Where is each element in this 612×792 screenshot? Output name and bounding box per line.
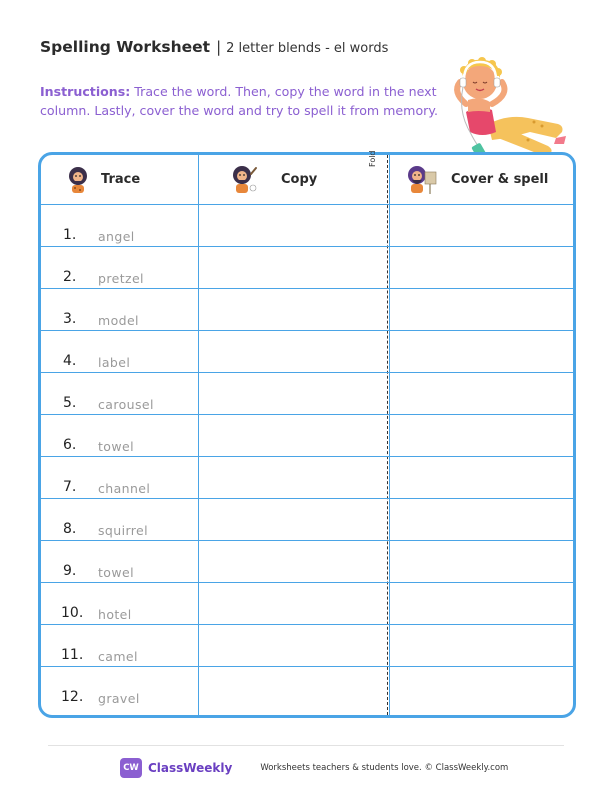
row-number: 1.	[63, 227, 77, 243]
table-row	[41, 330, 198, 372]
column-divider-trace-copy	[198, 155, 199, 715]
table-row	[41, 582, 198, 624]
instructions-label: Instructions:	[40, 84, 131, 99]
row-number: 2.	[63, 269, 77, 285]
worksheet-title: Spelling Worksheet	[40, 38, 211, 56]
row-number: 10.	[61, 605, 84, 621]
row-number: 3.	[63, 311, 77, 327]
column-header-trace-label: Trace	[101, 172, 141, 187]
caveman-sign-icon	[405, 164, 439, 196]
column-header-copy	[229, 155, 369, 204]
footer	[120, 758, 508, 778]
instructions-text: Trace the word. Then, copy the word in the next column. Lastly, cover the word and try to spell it from memory.	[40, 84, 438, 118]
trace-word: channel	[98, 481, 151, 496]
trace-word: towel	[98, 565, 134, 580]
fold-line	[387, 155, 388, 715]
row-number: 6.	[63, 437, 77, 453]
trace-word: label	[98, 355, 131, 370]
footer-tagline: Worksheets teachers & students love. © ClassWeekly.com	[260, 763, 509, 773]
trace-word: squirrel	[98, 523, 148, 538]
spelling-table	[38, 152, 576, 718]
fold-label: Fold	[368, 150, 377, 167]
trace-word: pretzel	[98, 271, 144, 286]
column-divider-copy-cover	[389, 155, 390, 715]
row-number: 5.	[63, 395, 77, 411]
instructions	[40, 82, 440, 120]
trace-word: hotel	[98, 607, 132, 622]
trace-word: gravel	[98, 691, 140, 706]
table-row	[41, 288, 198, 330]
trace-word: camel	[98, 649, 138, 664]
trace-word: model	[98, 313, 139, 328]
row-number: 12.	[61, 689, 84, 705]
column-header-cover-label: Cover & spell	[451, 172, 549, 187]
row-number: 7.	[63, 479, 77, 495]
table-row	[41, 414, 198, 456]
column-header-copy-label: Copy	[281, 172, 318, 187]
table-row	[41, 204, 198, 246]
table-row	[41, 372, 198, 414]
table-row	[41, 456, 198, 498]
trace-word: towel	[98, 439, 134, 454]
table-row	[41, 624, 198, 666]
table-row	[41, 498, 198, 540]
footer-divider	[48, 745, 564, 746]
title-separator: |	[216, 38, 222, 56]
girl-headphones-illustration	[430, 52, 582, 164]
table-row	[41, 666, 198, 708]
row-number: 11.	[61, 647, 84, 663]
trace-word: carousel	[98, 397, 154, 412]
brand-name: ClassWeekly	[148, 761, 233, 775]
column-header-cover	[405, 155, 565, 204]
worksheet-subtitle: 2 letter blends - el words	[226, 41, 389, 56]
row-number: 4.	[63, 353, 77, 369]
classweekly-logo: CW	[120, 758, 142, 778]
row-number: 8.	[63, 521, 77, 537]
row-number: 9.	[63, 563, 77, 579]
trace-word: angel	[98, 229, 135, 244]
table-row	[41, 246, 198, 288]
table-row	[41, 540, 198, 582]
worksheet-header	[40, 37, 388, 56]
caveman-icon	[65, 165, 91, 195]
column-header-trace	[65, 155, 195, 204]
caveman-pencil-icon	[229, 164, 259, 196]
